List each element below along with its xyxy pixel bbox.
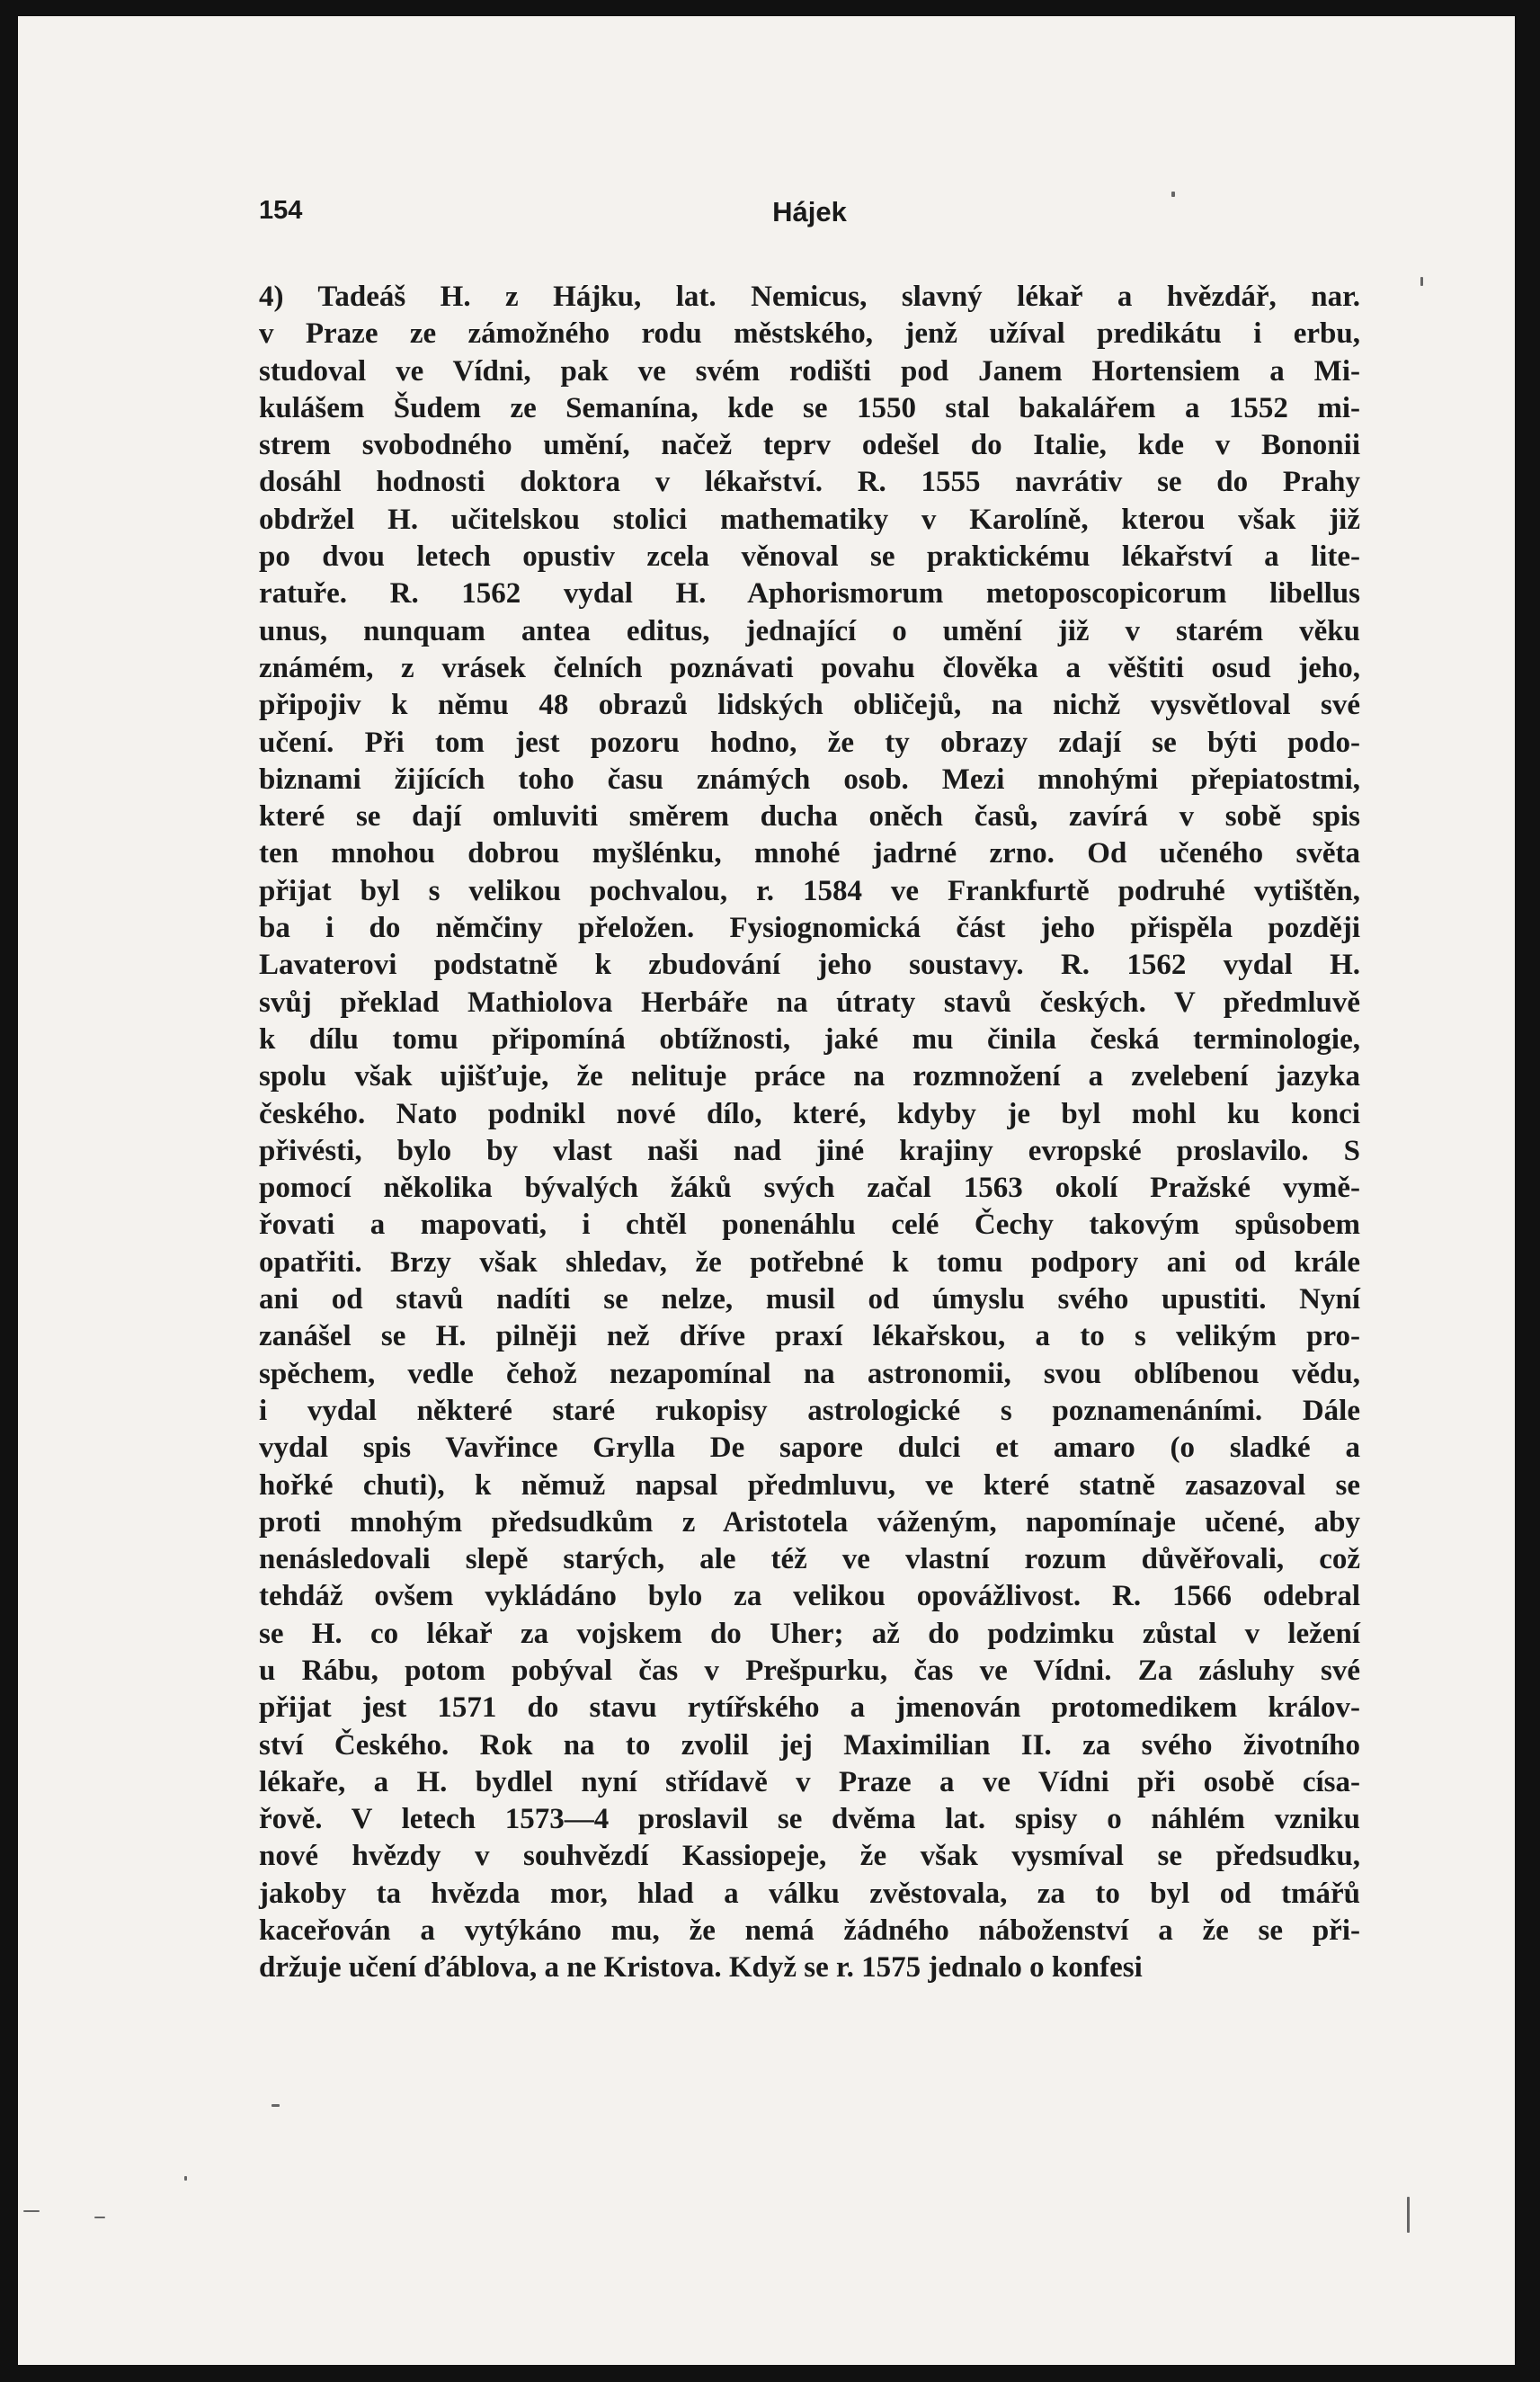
text-line: opatřiti. Brzy však shledav, že potřebné k tomu podpory ani od krále <box>259 1245 1360 1279</box>
text-line: kulášem Šudem ze Semanína, kde se 1550 stal bakalářem a 1552 mi- <box>259 391 1360 424</box>
text-line: po dvou letech opustiv zcela věnoval se praktickému lékařství a lite- <box>259 540 1360 574</box>
text-line: ba i do němčiny přeložen. Fysiognomická část jeho přispěla později <box>259 912 1360 945</box>
text-line: nenásledovali slepě starých, ale též ve vlastní rozum důvěřovali, což <box>259 1543 1360 1576</box>
text-line: i vydal některé staré rukopisy astrologické s poznamenáními. Dále <box>259 1394 1360 1427</box>
text-line: obdržel H. učitelskou stolici mathematiky v Karolíně, kterou však již <box>259 503 1360 536</box>
text-line: ten mnohou dobrou myšlénku, mnohé jadrné zrno. Od učeného světa <box>259 837 1360 870</box>
text-line: biznami žijících toho času známých osob. Mezi mnohými přepiatostmi, <box>259 763 1360 796</box>
text-line: unus, nunquam antea editus, jednající o umění již v starém věku <box>259 614 1360 647</box>
text-line: jakoby ta hvězda mor, hlad a válku zvěstovala, za to byl od tmářů <box>259 1877 1360 1910</box>
text-line: strem svobodného umění, načež teprv odešel do Italie, kde v Bononii <box>259 429 1360 462</box>
book-page <box>18 16 1515 2365</box>
text-line: svůj překlad Mathiolova Herbáře na útraty stavů českých. V předmluvě <box>259 986 1360 1019</box>
scan-speck <box>1171 192 1175 197</box>
text-line: známém, z vrásek čelních poznávati povahu člověka a věštiti osud jeho, <box>259 651 1360 684</box>
text-line: řově. V letech 1573—4 proslavil se dvěma lat. spisy o náhlém vzniku <box>259 1803 1360 1836</box>
scan-speck <box>1420 277 1423 286</box>
text-line: studoval ve Vídni, pak ve svém rodišti pod Janem Hortensiem a Mi- <box>259 354 1360 388</box>
text-line: 4) Tadeáš H. z Hájku, lat. Nemicus, slavný lékař a hvězdář, nar. <box>259 281 1360 313</box>
text-line: dosáhl hodnosti doktora v lékařství. R. 1555 navrátiv se do Prahy <box>259 466 1360 499</box>
text-line: vydal spis Vavřince Grylla De sapore dulci et amaro (o sladké a <box>259 1432 1360 1465</box>
text-line: přivésti, bylo by vlast naši nad jiné krajiny evropské proslavilo. S <box>259 1134 1360 1167</box>
body-text <box>259 279 1360 1987</box>
text-line: lékaře, a H. bydlel nyní střídavě v Praze a ve Vídni při osobě císa- <box>259 1765 1360 1798</box>
text-line: českého. Nato podnikl nové dílo, které, kdyby je byl mohl ku konci <box>259 1097 1360 1130</box>
text-line: tehdáž ovšem vykládáno bylo za velikou opovážlivost. R. 1566 odebral <box>259 1580 1360 1613</box>
scan-speck <box>94 2217 105 2218</box>
scan-speck <box>184 2176 187 2181</box>
text-line: u Rábu, potom pobýval čas v Prešpurku, čas ve Vídni. Za zásluhy své <box>259 1654 1360 1687</box>
text-line: spolu však ujišťuje, že nelituje práce na rozmnožení a zvelebení jazyka <box>259 1060 1360 1093</box>
text-line: řovati a mapovati, i chtěl ponenáhlu celé Čechy takovým spůsobem <box>259 1209 1360 1242</box>
scan-speck <box>1407 2197 1410 2233</box>
text-line: které se dají omluviti směrem ducha oněch časů, zavírá v sobě spis <box>259 800 1360 834</box>
text-line: učení. Při tom jest pozoru hodno, že ty obrazy zdají se býti podo- <box>259 726 1360 759</box>
text-line: kaceřován a vytýkáno mu, že nemá žádného náboženství a že se při- <box>259 1914 1360 1948</box>
text-line: připojiv k němu 48 obrazů lidských obličejů, na nichž vysvětloval své <box>259 689 1360 722</box>
text-line: proti mnohým předsudkům z Aristotela váženým, napomínaje učené, aby <box>259 1505 1360 1539</box>
text-line: držuje učení ďáblova, a ne Kristova. Když se r. 1575 jednalo o konfesi <box>259 1951 1143 1985</box>
text-line: nové hvězdy v souhvězdí Kassiopeje, že však vysmíval se předsudku, <box>259 1840 1360 1873</box>
text-line: zanášel se H. pilněji než dříve praxí lékařskou, a to s velikým pro- <box>259 1320 1360 1353</box>
text-line: přijat byl s velikou pochvalou, r. 1584 ve Frankfurtě podruhé vytištěn, <box>259 874 1360 907</box>
text-line: přijat jest 1571 do stavu rytířského a jmenován protomedikem králov- <box>259 1691 1360 1725</box>
text-line: Lavaterovi podstatně k zbudování jeho soustavy. R. 1562 vydal H. <box>259 949 1360 982</box>
text-line: v Praze ze zámožného rodu městského, jenž užíval predikátu i erbu, <box>259 317 1360 351</box>
text-line: se H. co lékař za vojskem do Uher; až do podzimku zůstal v ležení <box>259 1617 1360 1650</box>
page-header <box>259 196 1360 241</box>
text-line: ani od stavů nadíti se nelze, musil od úmyslu svého upustiti. Nyní <box>259 1283 1360 1316</box>
page-number: 154 <box>259 196 303 225</box>
running-title: Hájek <box>772 196 847 227</box>
text-line: pomocí několika bývalých žáků svých začal 1563 okolí Pražské vymě- <box>259 1172 1360 1205</box>
scan-speck <box>23 2210 40 2212</box>
text-line: ství Českého. Rok na to zvolil jej Maximilian II. za svého životního <box>259 1728 1360 1762</box>
text-line: ratuře. R. 1562 vydal H. Aphorismorum metoposcopicorum libellus <box>259 577 1360 611</box>
text-line: spěchem, vedle čehož nezapomínal na astronomii, svou oblíbenou vědu, <box>259 1357 1360 1390</box>
scan-speck <box>272 2104 280 2107</box>
text-line: k dílu tomu připomíná obtížnosti, jaké mu činila česká terminologie, <box>259 1022 1360 1056</box>
text-line: hořké chuti), k němuž napsal předmluvu, ve které statně zasazoval se <box>259 1468 1360 1502</box>
